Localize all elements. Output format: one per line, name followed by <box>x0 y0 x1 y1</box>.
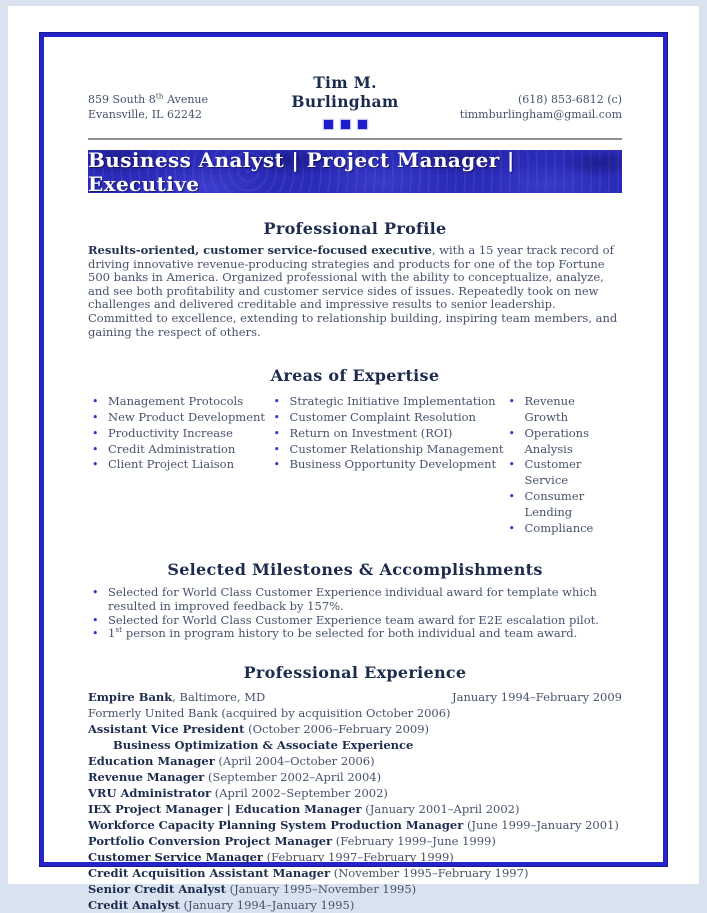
section-heading-professional-profile: Professional Profile <box>263 219 447 238</box>
role-row: Credit Acquisition Assistant Manager (November 1995–February 1997) <box>88 865 529 880</box>
role-row: Revenue Manager (September 2002–April 2004) <box>88 769 382 784</box>
page-border-frame <box>40 33 667 912</box>
list-item: • Client Project Liaison <box>88 457 270 473</box>
banner-title: Business Analyst | Project Manager | Executive <box>88 147 515 196</box>
address-line-1: 859 South 8th Avenue <box>88 91 209 106</box>
role-row: Customer Service Manager (February 1997–February 1999) <box>88 849 454 864</box>
profile-body: , with a 15 year track record of driving innovative revenue-producing strategies and products for one of the top Fortune 500 banks in America. Organized professional with the ability to conceptualize, analyze, and see both profitability and customer service sides of issues. Repeatedly took on new challenges and delivered creditable and impressive results to senior leadership. Committed to excellence, extending to relationship building, inspiring team members, and gaining the respect of others. <box>88 243 618 339</box>
list-item: • Return on Investment (ROI) <box>270 426 505 442</box>
role-row: Workforce Capacity Planning System Production Manager (June 1999–January 2001) <box>88 817 619 832</box>
expertise-column-2 <box>270 394 505 536</box>
square-icon <box>324 120 333 129</box>
ordinal-superscript: th <box>155 91 164 101</box>
role-row: Senior Credit Analyst (January 1995–November 1995) <box>88 881 417 896</box>
role-row: Education Manager (April 2004–October 2006) <box>88 753 375 768</box>
profile-lead: Results-oriented, customer service-focused executive <box>88 243 432 257</box>
employment-date-range: January 1994–February 2009 <box>452 689 622 704</box>
address-line-2: Evansville, IL 62242 <box>88 108 202 121</box>
page-content <box>88 73 622 912</box>
contact-block <box>432 73 622 129</box>
role-row: IEX Project Manager | Education Manager (January 2001–April 2002) <box>88 801 520 816</box>
square-icon <box>358 120 367 129</box>
section-heading-professional-experience: Professional Experience <box>243 662 467 682</box>
expertise-column-1 <box>88 394 270 536</box>
profile-paragraph <box>88 244 622 339</box>
section-heading-areas-of-expertise: Areas of Expertise <box>270 366 440 386</box>
email-address: timmburlingham@gmail.com <box>459 108 622 121</box>
list-item: • Customer Relationship Management <box>270 442 505 458</box>
list-item: • Business Opportunity Development <box>270 457 505 473</box>
header-divider <box>88 138 622 140</box>
list-item: • Strategic Initiative Implementation <box>270 394 505 410</box>
expertise-column-3 <box>505 394 622 536</box>
list-item: • New Product Development <box>88 410 270 426</box>
list-item: • Consumer Lending <box>505 489 622 521</box>
role-row: Portfolio Conversion Project Manager (February 1999–June 1999) <box>88 833 496 848</box>
list-item: • Operations Analysis <box>505 426 622 458</box>
candidate-name: Tim M. Burlingham <box>291 73 399 111</box>
list-item: • Customer Complaint Resolution <box>270 410 505 426</box>
milestone-item: • 1st person in program history to be selected for both individual and team award. <box>88 627 622 641</box>
title-banner <box>88 147 622 196</box>
list-item: • Compliance <box>505 521 622 537</box>
list-item: • Customer Service <box>505 457 622 489</box>
employer-note: Formerly United Bank (acquired by acquisition October 2006) <box>88 705 451 720</box>
milestone-item: • Selected for World Class Customer Experience team award for E2E escalation pilot. <box>88 614 622 628</box>
employer-name-location: Empire Bank, Baltimore, MD <box>88 689 266 704</box>
decorative-squares <box>258 120 432 129</box>
role-row: VRU Administrator (April 2002–September 2002) <box>88 785 388 800</box>
list-item: • Productivity Increase <box>88 426 270 442</box>
square-icon <box>341 120 350 129</box>
expertise-columns <box>88 394 622 536</box>
roles-list <box>88 721 622 913</box>
list-item: • Revenue Growth <box>505 394 622 426</box>
role-row: Credit Analyst (January 1994–January 1995) <box>88 897 355 912</box>
milestones-list <box>88 586 622 640</box>
section-heading-milestones: Selected Milestones & Accomplishments <box>167 560 543 580</box>
header <box>88 73 622 129</box>
employer-row <box>88 689 622 705</box>
resume-page <box>8 6 699 912</box>
ordinal-superscript: st <box>115 625 123 635</box>
list-item: • Credit Administration <box>88 442 270 458</box>
milestone-item: • Selected for World Class Customer Experience individual award for template which resulted in improved feedback by 157%. <box>88 586 622 613</box>
header-center <box>258 73 432 129</box>
list-item: • Management Protocols <box>88 394 270 410</box>
phone-number: (618) 853-6812 (c) <box>517 93 622 106</box>
role-row: Business Optimization & Associate Experience <box>113 737 414 752</box>
role-row: Assistant Vice President (October 2006–February 2009) <box>88 721 430 736</box>
address-block <box>88 73 258 129</box>
